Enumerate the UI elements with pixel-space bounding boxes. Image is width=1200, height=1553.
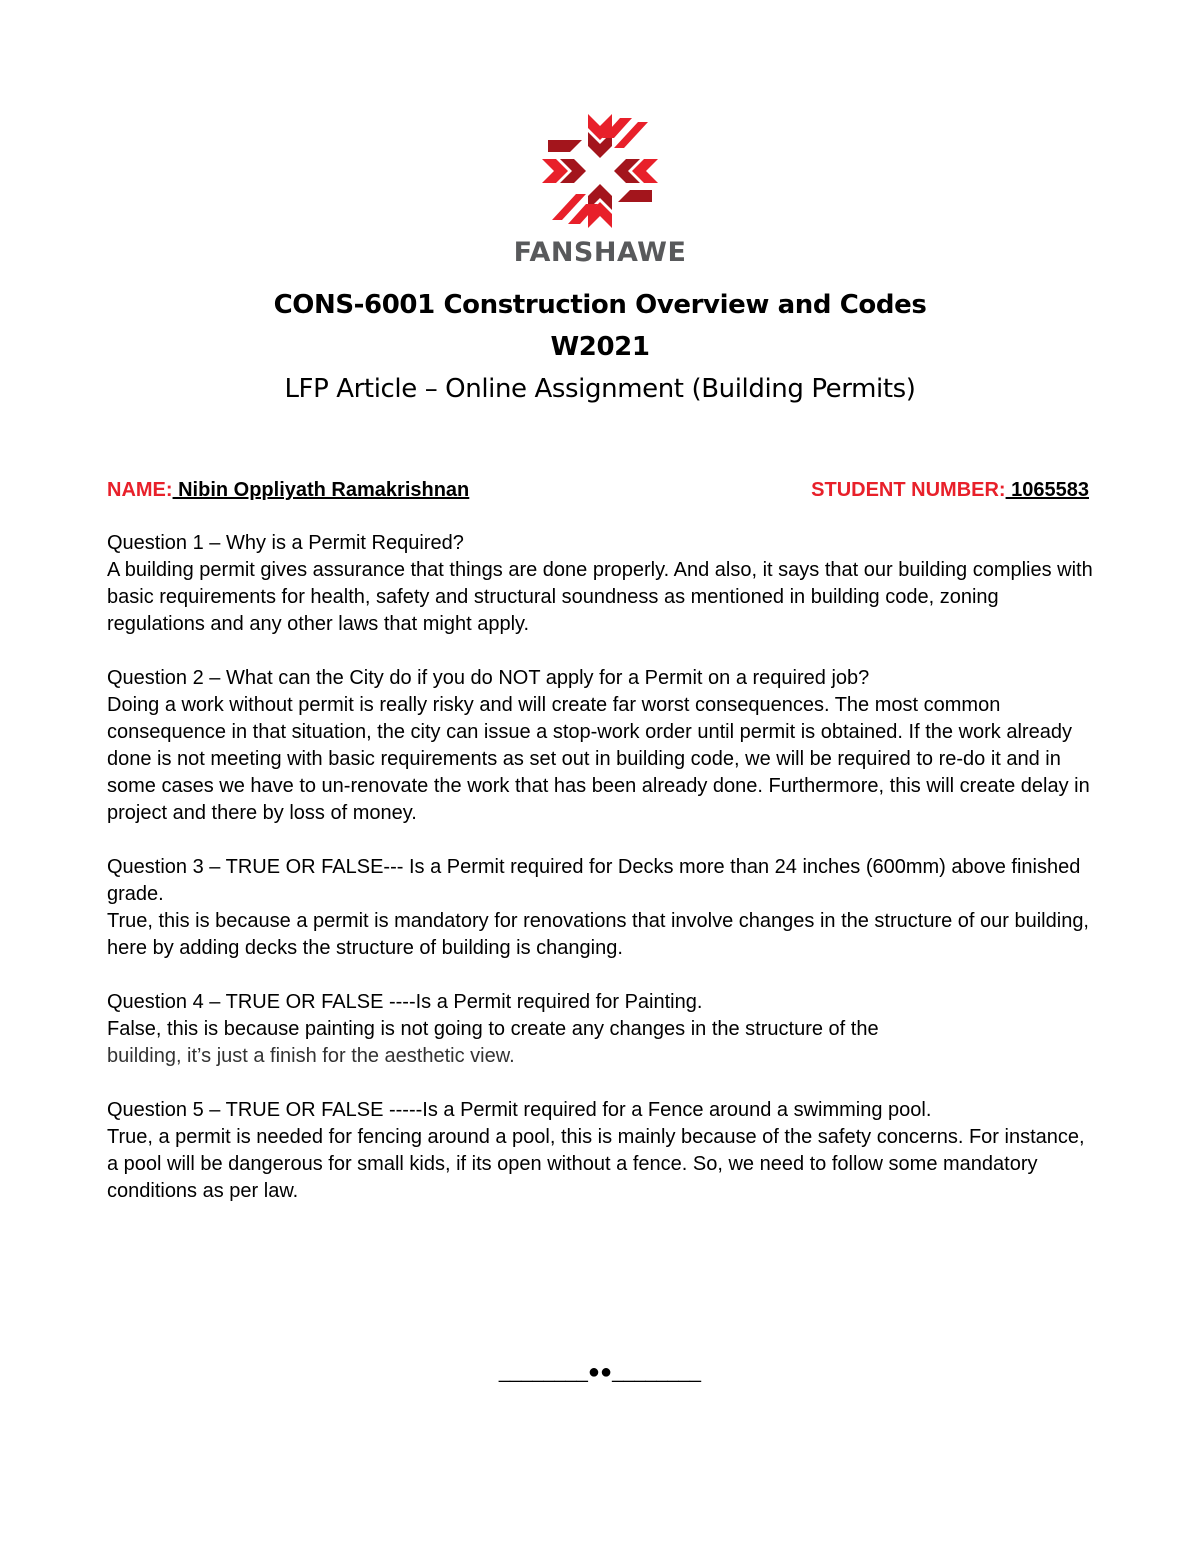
fanshawe-logo xyxy=(0,110,1200,270)
course-title: CONS-6001 Construction Overview and Codes xyxy=(273,290,927,320)
answer-text: False, this is because painting is not going to create any changes in the structure of the xyxy=(107,1018,879,1040)
question-text: Question 2 – What can the City do if you do NOT apply for a Permit on a required job? xyxy=(107,667,870,689)
student-info-row xyxy=(107,476,1089,504)
question-block-4 xyxy=(107,989,1097,1070)
question-block-1 xyxy=(107,530,1097,638)
fanshawe-emblem-icon xyxy=(540,110,660,232)
question-text: Question 1 – Why is a Permit Required? xyxy=(107,532,464,554)
questions-section xyxy=(107,530,1097,1232)
question-block-5 xyxy=(107,1097,1097,1205)
logo-wordmark: FANSHAWE xyxy=(513,237,687,268)
question-block-3 xyxy=(107,854,1097,962)
assignment-title: LFP Article – Online Assignment (Building Permits) xyxy=(284,374,916,404)
answer-text-continued: building, it’s just a finish for the aesthetic view. xyxy=(107,1045,515,1067)
student-number xyxy=(811,476,1089,504)
question-text: Question 5 – TRUE OR FALSE -----Is a Permit required for a Fence around a swimming pool. xyxy=(107,1099,932,1121)
answer-text: Doing a work without permit is really risky and will create far worst consequences. The most common consequence in that situation, the city can issue a stop-work order until permit is obtained. If the work already done is not meeting with basic requirements as set out in building code, we will be required to re-do it and in some cases we have to un-renovate the work that has been already done. Furthermore, this will create delay in project and there by loss of money. xyxy=(107,694,1090,824)
answer-text: True, this is because a permit is mandatory for renovations that involve changes in the structure of our building, here by adding decks the structure of building is changing. xyxy=(107,910,1089,959)
name-value: Nibin Oppliyath Ramakrishnan xyxy=(172,479,470,501)
answer-text: True, a permit is needed for fencing around a pool, this is mainly because of the safety concerns. For instance, a pool will be dangerous for small kids, if its open without a fence. So, we need to follow some mandatory conditions as per law. xyxy=(107,1126,1085,1202)
question-text: Question 3 – TRUE OR FALSE--- Is a Permit required for Decks more than 24 inches (600mm) above finished grade. xyxy=(107,856,1081,905)
answer-text: A building permit gives assurance that things are done properly. And also, it says that our building complies with basic requirements for health, safety and structural soundness as mentioned in building code, zoning regulations and any other laws that might apply. xyxy=(107,559,1093,635)
term-title: W2021 xyxy=(550,332,650,362)
name-label: NAME: xyxy=(107,479,173,501)
student-name xyxy=(107,476,469,504)
student-number-value: 1065583 xyxy=(1005,479,1089,501)
question-text: Question 4 – TRUE OR FALSE ----Is a Permit required for Painting. xyxy=(107,991,703,1013)
end-separator: ________●●________ xyxy=(498,1361,702,1383)
document-header xyxy=(0,284,1200,410)
question-block-2 xyxy=(107,665,1097,827)
student-number-label: STUDENT NUMBER: xyxy=(811,479,1006,501)
